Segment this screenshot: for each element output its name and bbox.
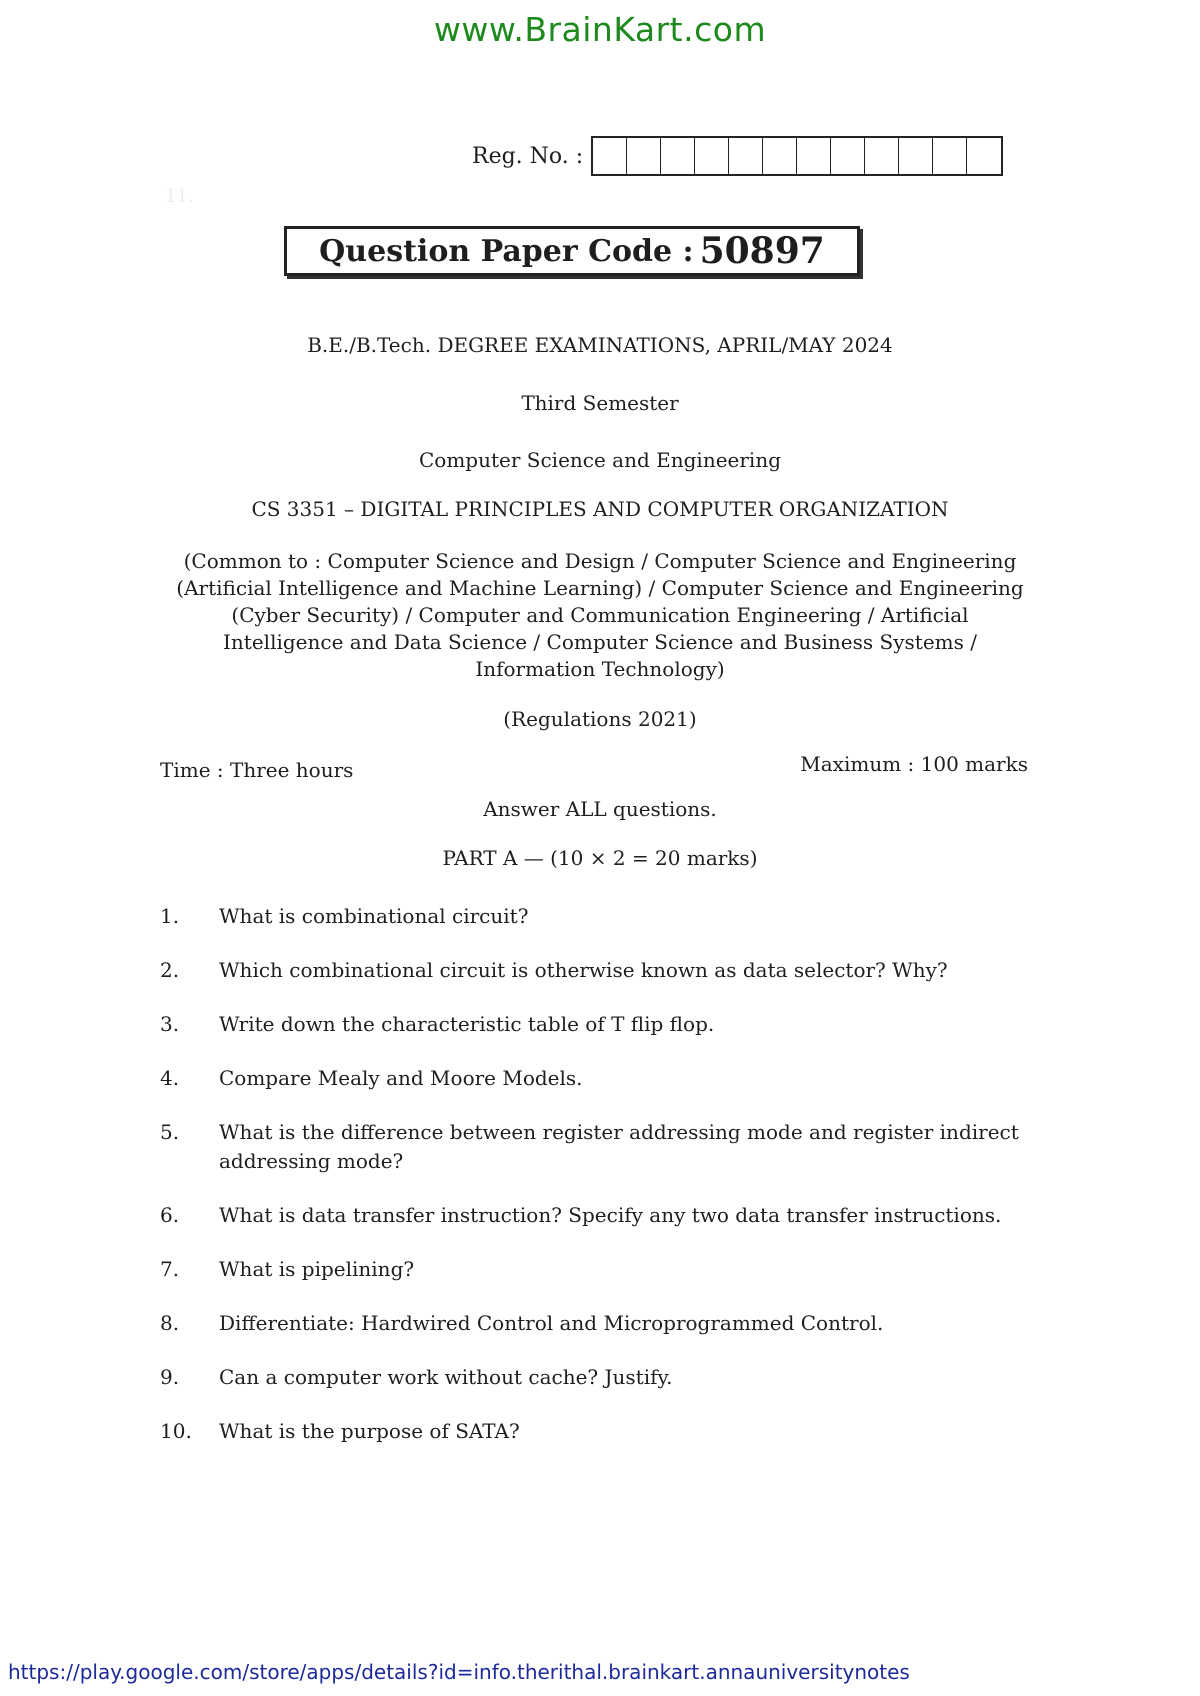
reg-no-box [763, 138, 797, 174]
department: Computer Science and Engineering [418, 448, 782, 472]
reg-no-box [797, 138, 831, 174]
question-item [160, 1118, 1040, 1176]
question-number: 3. [160, 1012, 180, 1036]
reg-no-box [899, 138, 933, 174]
question-text: Differentiate: Hardwired Control and Microprogrammed Control. [219, 1311, 884, 1335]
reg-no-field [472, 136, 1003, 176]
bleed-through-text: 11. [165, 186, 194, 207]
maximum-marks: Maximum : 100 marks [800, 752, 1028, 776]
reg-no-boxes [591, 136, 1003, 176]
reg-no-box [933, 138, 967, 174]
common-to-line: (Common to : Computer Science and Design / Computer Science and Engineering [183, 549, 1017, 573]
subject-title: CS 3351 – DIGITAL PRINCIPLES AND COMPUTER ORGANIZATION [251, 497, 949, 521]
question-item [160, 1064, 1040, 1093]
exam-title: B.E./B.Tech. DEGREE EXAMINATIONS, APRIL/MAY 2024 [307, 333, 893, 357]
question-item [160, 1363, 1040, 1392]
reg-no-box [729, 138, 763, 174]
question-text: What is data transfer instruction? Specify any two data transfer instructions. [219, 1203, 1002, 1227]
question-text: What is combinational circuit? [219, 904, 529, 928]
question-item [160, 1417, 1040, 1446]
question-number: 10. [160, 1419, 192, 1443]
question-item [160, 1201, 1040, 1230]
question-text: What is the purpose of SATA? [219, 1419, 520, 1443]
reg-no-box [661, 138, 695, 174]
question-text: Which combinational circuit is otherwise known as data selector? Why? [219, 958, 948, 982]
question-item [160, 902, 1040, 931]
regulations: (Regulations 2021) [503, 707, 697, 731]
question-paper-code-box [284, 226, 860, 276]
common-to-line: Intelligence and Data Science / Computer Science and Business Systems / [223, 630, 977, 654]
instruction: Answer ALL questions. [483, 797, 717, 821]
time-allowed: Time : Three hours [160, 758, 354, 782]
watermark-site: www.BrainKart.com [433, 10, 767, 49]
question-number: 2. [160, 958, 180, 982]
question-number: 1. [160, 904, 180, 928]
semester: Third Semester [521, 391, 679, 415]
reg-no-label: Reg. No. : [472, 143, 584, 169]
paper-code-number: 50897 [699, 230, 825, 272]
reg-no-box [831, 138, 865, 174]
common-to-block [160, 548, 1040, 683]
part-heading: PART A — (10 × 2 = 20 marks) [442, 846, 758, 870]
question-number: 8. [160, 1311, 180, 1335]
common-to-line: (Artificial Intelligence and Machine Learning) / Computer Science and Engineering [176, 576, 1024, 600]
question-text: Compare Mealy and Moore Models. [219, 1066, 583, 1090]
question-number: 6. [160, 1203, 180, 1227]
question-text: Write down the characteristic table of T flip flop. [219, 1012, 715, 1036]
reg-no-box [593, 138, 627, 174]
question-number: 5. [160, 1120, 180, 1144]
question-number: 7. [160, 1257, 180, 1281]
footer-app-link[interactable]: https://play.google.com/store/apps/details?id=info.therithal.brainkart.annauniversitynotes [8, 1660, 910, 1684]
question-item [160, 956, 1040, 985]
question-number: 9. [160, 1365, 180, 1389]
question-item [160, 1255, 1040, 1284]
common-to-line: (Cyber Security) / Computer and Communication Engineering / Artificial [231, 603, 969, 627]
paper-code-label: Question Paper Code : [319, 233, 694, 269]
question-text: What is the difference between register addressing mode and register indirect addressing mode? [219, 1120, 1019, 1173]
question-text: What is pipelining? [219, 1257, 415, 1281]
reg-no-box [627, 138, 661, 174]
question-number: 4. [160, 1066, 180, 1090]
reg-no-box [865, 138, 899, 174]
reg-no-box [967, 138, 1001, 174]
question-item [160, 1309, 1040, 1338]
question-item [160, 1010, 1040, 1039]
question-text: Can a computer work without cache? Justify. [219, 1365, 673, 1389]
reg-no-box [695, 138, 729, 174]
common-to-line: Information Technology) [475, 657, 725, 681]
question-list [160, 902, 1040, 1446]
